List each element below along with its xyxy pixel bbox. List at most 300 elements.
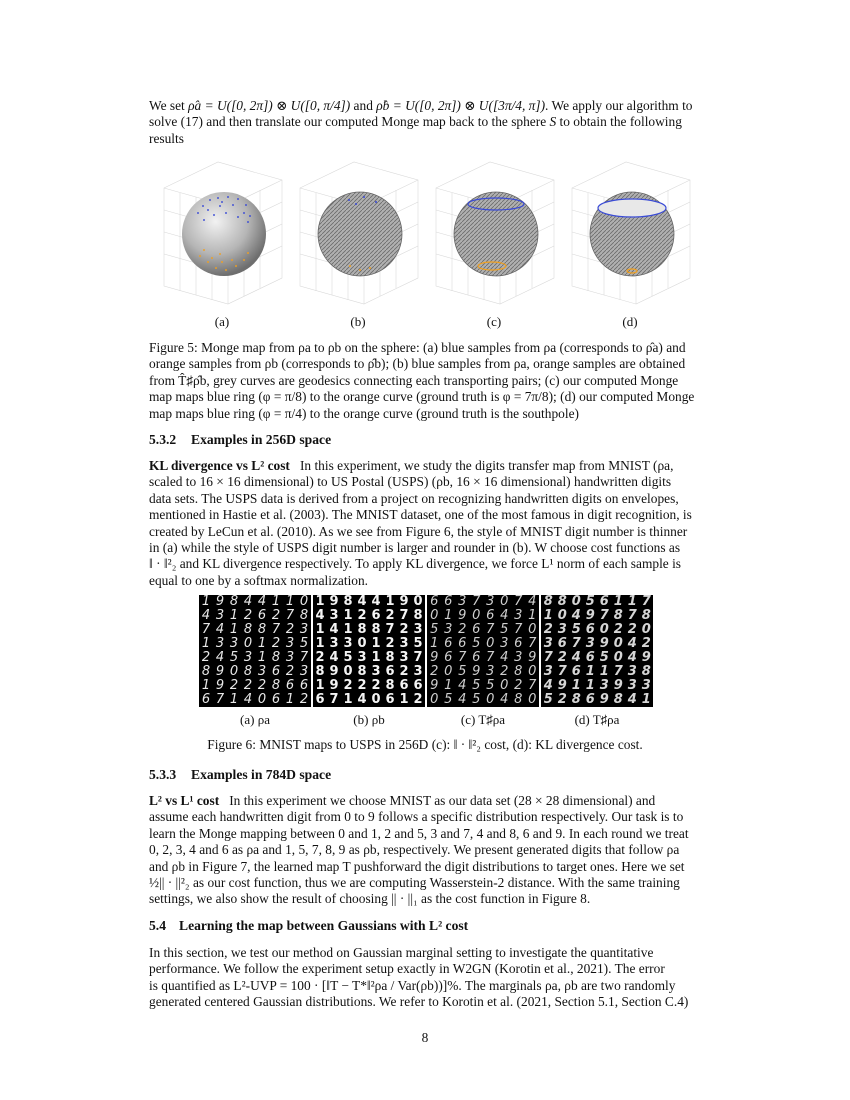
digit-cell: 3 [557,622,567,637]
digit-cell: 3 [627,664,637,679]
digit-cell: 4 [243,692,253,707]
digit-cell: 9 [599,636,609,651]
digit-cell: 1 [229,622,239,637]
digit-cell: 1 [430,636,438,651]
digit-cell: 7 [528,678,536,693]
body-line: and ρb in Figure 7, the learned map T pushforward the digit distributions to target ones. Here we set [149,858,685,874]
digit-cell: 8 [371,622,381,637]
digit-cell: 4 [571,608,581,623]
digit-cell: 3 [500,636,508,651]
digit-row [427,693,539,707]
digit-cell: 8 [557,595,567,609]
digit-row [199,693,311,707]
digit-cell: 1 [229,692,239,707]
digit-cell: 3 [285,650,295,665]
digit-row [541,651,653,665]
paragraph-gaussians [149,945,701,1011]
digit-row [427,609,539,623]
digit-cell: 5 [585,595,595,609]
intro-text: solve (17) and then translate our computed Monge map back to the sphere [149,114,550,130]
digit-cell: 2 [271,608,281,623]
digit-cell: 0 [641,622,651,637]
digit-cell: 5 [458,664,466,679]
section-heading-5-3-3 [149,767,331,783]
digit-cell: 7 [472,595,480,609]
digit-row [541,665,653,679]
digit-cell: 8 [271,678,281,693]
digit-cell: 7 [399,608,409,623]
digit-cell: 6 [444,595,452,609]
body-line: generated centered Gaussian distributions. We refer to Korotin et al. (2021, Section 5.1, Section C.4) [149,994,689,1010]
digit-cell: 3 [585,636,595,651]
digit-cell: 1 [201,636,211,651]
digit-row [199,665,311,679]
digit-cell: 0 [444,664,452,679]
digit-cell: 6 [271,692,281,707]
digit-cell: 9 [215,664,225,679]
digit-cell: 5 [543,692,553,707]
digit-cell: 2 [371,678,381,693]
digit-cell: 6 [385,692,395,707]
digit-cell: 2 [613,622,623,637]
digit-cell: 1 [571,678,581,693]
digit-cell: 1 [201,595,211,609]
digit-cell: 7 [329,692,339,707]
digit-cell: 0 [500,678,508,693]
section-number: 5.3.3 [149,767,177,782]
body-line: assume each handwritten digit from 0 to 9 follows a specific distribution respectively. Our task is to [149,809,684,825]
digit-cell: 2 [641,636,651,651]
digit-cell: 0 [430,692,438,707]
digit-cell: 3 [413,664,423,679]
digit-cell: 2 [285,664,295,679]
digit-cell: 3 [444,622,452,637]
section-title: Examples in 256D space [191,432,332,447]
digit-cell: 3 [413,622,423,637]
caption-line: orange samples from ρb (corresponds to ρ̂b); (b) blue samples from ρa, orange samples are obtained [149,356,686,372]
body-line: performance. We follow the experiment setup exactly in W2GN (Korotin et al., 2021). The error [149,961,665,977]
digit-cell: 2 [514,678,522,693]
digit-cell: 4 [458,678,466,693]
mnist-grid-panel [199,595,311,707]
digit-cell: 3 [399,636,409,651]
fig5-label-d: (d) [622,314,638,329]
body-line: in (a) while the style of USPS digit number is larger and rounder in (b). W choose cost functions as [149,540,681,556]
digit-row [313,679,425,693]
digit-cell: 8 [613,692,623,707]
digit-cell: 1 [343,692,353,707]
digit-cell: 4 [627,650,637,665]
digit-cell: 4 [257,595,267,609]
digit-cell: 3 [329,636,339,651]
digit-row [199,651,311,665]
digit-row [199,595,311,609]
digit-cell: 8 [514,692,522,707]
digit-cell: 9 [329,678,339,693]
digit-row [427,651,539,665]
digit-cell: 6 [458,636,466,651]
digit-cell: 6 [271,664,281,679]
digit-cell: 1 [613,595,623,609]
digit-cell: 0 [257,692,267,707]
body-line: equal to one by a softmax normalization. [149,572,369,588]
kl-map-grid-panel [541,595,653,707]
paragraph-kl-vs-l2 [149,458,701,589]
digit-cell: 3 [299,664,309,679]
digit-cell: 1 [315,595,325,609]
digit-cell: 3 [486,595,494,609]
digit-cell: 1 [371,636,381,651]
digit-row [427,637,539,651]
digit-cell: 1 [585,678,595,693]
digit-cell: 7 [458,650,466,665]
body-line: ½|| · ||²₂ as our cost function, thus we are computing Wasserstein-2 distance. With the same training [149,875,680,891]
digit-cell: 5 [472,678,480,693]
digit-cell: 0 [613,636,623,651]
digit-cell: 6 [472,622,480,637]
digit-cell: 6 [444,650,452,665]
digit-cell: 8 [357,622,367,637]
digit-cell: 7 [385,622,395,637]
digit-cell: 6 [299,678,309,693]
digit-cell: 5 [472,692,480,707]
digit-cell: 4 [201,608,211,623]
fig5-label-c: (c) [486,314,502,329]
digit-cell: 2 [357,678,367,693]
digit-cell: 9 [528,650,536,665]
section-title: Learning the map between Gaussians with L² cost [179,918,469,933]
digit-cell: 7 [486,650,494,665]
digit-cell: 0 [599,622,609,637]
digit-cell: 7 [215,692,225,707]
digit-cell: 6 [285,678,295,693]
digit-cell: 8 [641,664,651,679]
section-heading-5-4 [149,918,468,934]
fig6-label-b: (b) ρb [353,712,385,727]
digit-cell: 1 [627,595,637,609]
digit-cell: 5 [299,636,309,651]
digit-cell: 9 [472,664,480,679]
digit-cell: 1 [444,678,452,693]
digit-cell: 3 [486,664,494,679]
digit-cell: 0 [486,636,494,651]
digit-cell: 0 [357,636,367,651]
fig6-label-d: (d) T♯ρa [574,712,620,727]
intro-text: results [149,130,184,146]
digit-cell: 7 [571,636,581,651]
digit-cell: 1 [543,608,553,623]
digit-cell: 8 [357,664,367,679]
digit-cell: 3 [399,650,409,665]
digit-cell: 9 [329,664,339,679]
digit-cell: 3 [627,678,637,693]
digit-cell: 8 [514,664,522,679]
digit-cell: 1 [399,692,409,707]
digit-cell: 1 [343,622,353,637]
digit-cell: 2 [299,692,309,707]
digit-cell: 6 [514,636,522,651]
fig5-label-a: (a) [214,314,230,329]
digit-cell: 2 [543,622,553,637]
digit-cell: 0 [371,692,381,707]
digit-cell: 2 [413,692,423,707]
digit-cell: 3 [371,664,381,679]
digit-cell: 3 [343,636,353,651]
digit-row [199,623,311,637]
digit-cell: 4 [627,636,637,651]
rho-a-definition: ρ̂a = U([0, 2π]) ⊗ U([0, π/4]) [188,98,351,113]
digit-cell: 2 [458,622,466,637]
digit-cell: 6 [430,595,438,609]
digit-cell: 7 [599,608,609,623]
caption-line: from T̂♯ρ̂b, grey curves are geodesics connecting each transporting pairs; (c) our computed Monge [149,372,679,388]
digit-cell: 6 [413,678,423,693]
digit-cell: 1 [285,692,295,707]
intro-text: and [350,98,377,113]
digit-cell: 7 [299,650,309,665]
digit-cell: 0 [430,608,438,623]
digit-cell: 9 [430,650,438,665]
digit-cell: 4 [357,595,367,609]
digit-cell: 2 [243,678,253,693]
digit-cell: 2 [385,636,395,651]
page-number: 8 [421,1030,429,1045]
digit-cell: 8 [229,595,239,609]
paragraph-runin-title: KL divergence vs L² cost [149,458,290,473]
digit-cell: 0 [528,692,536,707]
digit-row [313,693,425,707]
digit-cell: 3 [543,664,553,679]
digit-cell: 2 [357,608,367,623]
digit-cell: 1 [201,678,211,693]
digit-cell: 3 [357,650,367,665]
rho-b-definition: ρ̂b = U([0, 2π]) ⊗ U([3π/4, π]) [376,98,546,113]
digit-cell: 8 [613,608,623,623]
digit-cell: 9 [430,678,438,693]
digit-cell: 2 [315,650,325,665]
digit-cell: 4 [543,678,553,693]
digit-cell: 9 [599,692,609,707]
caption-line: Figure 5: Monge map from ρa to ρb on the sphere: (a) blue samples from ρa (corresponds to ρ̂a) and [149,340,686,355]
sphere-panel-b [300,162,418,304]
body-line: is quantified as L²-UVP = 100 · [‖T − T*‖²ρa / Var(ρb))]%. The marginals ρa, ρb are two randomly [149,977,676,993]
section-number: 5.4 [149,918,166,933]
digit-cell: 5 [229,650,239,665]
digit-cell: 8 [243,622,253,637]
digit-cell: 7 [285,608,295,623]
digit-cell: 1 [599,664,609,679]
digit-cell: 5 [500,622,508,637]
digit-cell: 0 [229,664,239,679]
digit-cell: 5 [599,650,609,665]
digit-cell: 2 [399,622,409,637]
digit-cell: 0 [413,595,423,609]
digit-cell: 5 [430,622,438,637]
digit-cell: 6 [486,608,494,623]
body-line: settings, we also show the result of choosing || · ||₁ as the cost function in Figure 8. [149,891,591,907]
digit-cell: 2 [385,608,395,623]
digit-row [313,623,425,637]
digit-cell: 4 [243,595,253,609]
digit-cell: 4 [500,692,508,707]
digit-cell: 1 [257,650,267,665]
digit-cell: 1 [257,636,267,651]
paragraph-runin-title: L² vs L¹ cost [149,793,220,808]
body-line: mentioned in Hastie et al. (2003). The MNIST dataset, one of the most famous in digit recognition, is [149,507,692,523]
fig6-label-c: (c) T♯ρa [460,712,506,727]
caption-line: map maps blue ring (φ = π/4) to the orange curve (ground truth is the southpole) [149,405,579,421]
digit-cell: 6 [385,664,395,679]
digit-cell: 1 [528,608,536,623]
sphere-symbol: S [549,114,557,130]
digit-cell: 1 [444,608,452,623]
digit-cell: 0 [571,595,581,609]
digit-cell: 6 [201,692,211,707]
digit-cell: 2 [430,664,438,679]
digit-cell: 3 [215,608,225,623]
digit-cell: 9 [585,608,595,623]
digit-cell: 3 [243,650,253,665]
digit-cell: 9 [613,678,623,693]
digit-cell: 8 [257,622,267,637]
digit-cell: 1 [585,664,595,679]
body-line: In this section, we test our method on Gaussian marginal setting to investigate the quantitative [149,945,654,960]
digit-cell: 5 [472,636,480,651]
fig5-label-b: (b) [350,314,366,329]
digit-cell: 8 [413,608,423,623]
digit-row [541,623,653,637]
digit-cell: 2 [627,622,637,637]
digit-row [541,595,653,609]
digit-cell: 7 [413,650,423,665]
digit-row [427,679,539,693]
digit-cell: 8 [543,595,553,609]
digit-cell: 1 [385,595,395,609]
digit-row [541,609,653,623]
digit-cell: 9 [215,595,225,609]
figure-6-caption: Figure 6: MNIST maps to USPS in 256D (c): ‖ · ‖²₂ cost, (d): KL divergence cost. [207,737,643,752]
digit-cell: 5 [571,622,581,637]
digit-cell: 4 [458,692,466,707]
digit-cell: 0 [500,595,508,609]
digit-cell: 7 [528,636,536,651]
digit-row [541,693,653,707]
digit-cell: 7 [271,622,281,637]
digit-cell: 7 [486,622,494,637]
digit-cell: 9 [399,595,409,609]
digit-cell: 4 [215,650,225,665]
digit-cell: 0 [343,664,353,679]
caption-line: map maps blue ring (φ = π/8) to the orange curve (ground truth is φ = 7π/8); (d) our computed Monge [149,389,695,405]
digit-cell: 9 [215,678,225,693]
body-line: scaled to 16 × 16 dimensional) to US Postal (USPS) (ρb, 16 × 16 dimensional) handwritten digits [149,474,672,490]
intro-text: . We apply our algorithm to [545,98,693,113]
digit-cell: 2 [257,678,267,693]
l2-map-grid-panel [427,595,539,707]
digit-cell: 3 [599,678,609,693]
digit-cell: 4 [571,650,581,665]
digit-cell: 0 [243,636,253,651]
body-line: created by LeCun et al. (2010). As we see from Figure 6, the style of MNIST digit number is thinner [149,523,688,539]
digit-cell: 1 [229,608,239,623]
section-heading-5-3-2 [149,432,331,448]
digit-cell: 6 [585,622,595,637]
body-line: learn the Monge mapping between 0 and 1, 2 and 5, 3 and 7, 4 and 8, 6 and 9. In each round we treat [149,825,689,841]
digit-cell: 6 [585,650,595,665]
fig6-label-a: (a) ρa [240,712,270,727]
digit-cell: 6 [557,636,567,651]
digit-cell: 4 [329,622,339,637]
digit-cell: 1 [315,636,325,651]
digit-cell: 6 [315,692,325,707]
digit-row [427,595,539,609]
digit-cell: 5 [444,692,452,707]
digit-cell: 1 [315,678,325,693]
digit-cell: 5 [486,678,494,693]
digit-cell: 3 [285,636,295,651]
digit-cell: 3 [229,636,239,651]
digit-cell: 8 [385,678,395,693]
digit-cell: 5 [413,636,423,651]
digit-cell: 6 [585,692,595,707]
digit-cell: 1 [343,608,353,623]
digit-cell: 8 [641,608,651,623]
digit-cell: 3 [257,664,267,679]
digit-cell: 2 [557,650,567,665]
digit-cell: 3 [215,636,225,651]
digit-row [313,595,425,609]
digit-cell: 1 [641,692,651,707]
digit-cell: 8 [385,650,395,665]
digit-cell: 6 [257,608,267,623]
digit-cell: 0 [528,664,536,679]
digit-row [541,679,653,693]
digit-cell: 2 [399,664,409,679]
digit-cell: 9 [329,595,339,609]
digit-cell: 4 [357,692,367,707]
digit-cell: 9 [557,678,567,693]
digit-cell: 6 [371,608,381,623]
section-title: Examples in 784D space [191,767,332,782]
digit-cell: 6 [444,636,452,651]
digit-cell: 0 [613,650,623,665]
digit-cell: 2 [229,678,239,693]
digit-cell: 8 [243,664,253,679]
figure-5-spheres [158,158,698,308]
digit-cell: 0 [528,622,536,637]
sphere-panel-d [572,162,690,304]
usps-grid-panel [313,595,425,707]
digit-cell: 9 [458,608,466,623]
digit-cell: 2 [557,692,567,707]
digit-cell: 4 [215,622,225,637]
digit-row [313,609,425,623]
digit-cell: 3 [458,595,466,609]
digit-cell: 7 [641,595,651,609]
digit-cell: 3 [641,678,651,693]
intro-text: to obtain the following [556,114,682,130]
digit-row [199,609,311,623]
digit-row [427,665,539,679]
digit-cell: 0 [557,608,567,623]
digit-cell: 4 [371,595,381,609]
digit-cell: 6 [399,678,409,693]
digit-row [313,637,425,651]
digit-cell: 3 [543,636,553,651]
digit-cell: 2 [201,650,211,665]
paragraph-intro [149,98,701,147]
digit-cell: 4 [329,650,339,665]
